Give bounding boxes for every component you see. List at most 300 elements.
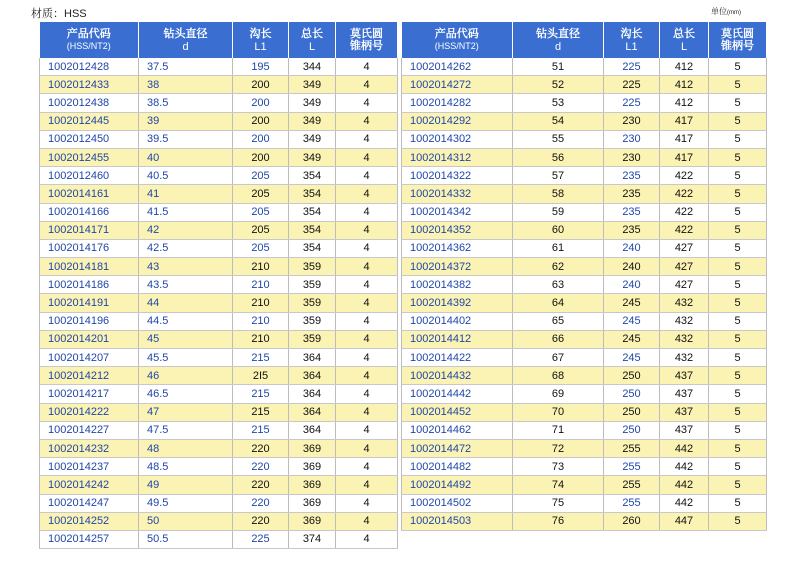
cell-morse-taper: 4: [336, 112, 398, 130]
table-header-row: [40, 22, 398, 58]
cell-flute-length: 210: [233, 330, 289, 348]
cell-morse-taper: 4: [336, 385, 398, 403]
cell-drill-diameter: 43.5: [139, 276, 233, 294]
table-row: [402, 403, 767, 421]
table-body-left: [40, 58, 398, 549]
cell-drill-diameter: 42: [139, 221, 233, 239]
header-label: 锥柄号: [350, 40, 383, 52]
cell-morse-taper: 5: [709, 458, 767, 476]
cell-flute-length: 200: [233, 148, 289, 166]
cell-flute-length: 205: [233, 167, 289, 185]
cell-flute-length: 210: [233, 258, 289, 276]
cell-drill-diameter: 43: [139, 258, 233, 276]
cell-flute-length: 235: [604, 167, 660, 185]
table-row: [40, 476, 398, 494]
cell-total-length: 427: [660, 276, 709, 294]
cell-product-code: 1002012455: [40, 148, 139, 166]
header-label: 锥柄号: [721, 40, 754, 52]
cell-drill-diameter: 60: [513, 221, 604, 239]
cell-flute-length: 245: [604, 312, 660, 330]
table-row: [402, 148, 767, 166]
table-row: [40, 512, 398, 530]
cell-morse-taper: 4: [336, 476, 398, 494]
cell-product-code: 1002014181: [40, 258, 139, 276]
cell-total-length: 364: [289, 385, 336, 403]
cell-drill-diameter: 70: [513, 403, 604, 421]
cell-flute-length: 260: [604, 512, 660, 530]
cell-morse-taper: 5: [709, 276, 767, 294]
cell-flute-length: 240: [604, 258, 660, 276]
cell-morse-taper: 4: [336, 130, 398, 148]
cell-total-length: 422: [660, 221, 709, 239]
cell-drill-diameter: 38: [139, 76, 233, 94]
cell-flute-length: 230: [604, 112, 660, 130]
cell-product-code: 1002014196: [40, 312, 139, 330]
cell-flute-length: 245: [604, 294, 660, 312]
cell-total-length: 349: [289, 148, 336, 166]
cell-product-code: 1002014352: [402, 221, 513, 239]
cell-product-code: 1002014472: [402, 439, 513, 457]
cell-product-code: 1002012433: [40, 76, 139, 94]
cell-product-code: 1002014412: [402, 330, 513, 348]
table-body-right: [402, 58, 767, 530]
cell-morse-taper: 4: [336, 239, 398, 257]
cell-product-code: 1002014492: [402, 476, 513, 494]
cell-morse-taper: 5: [709, 239, 767, 257]
cell-morse-taper: 4: [336, 148, 398, 166]
cell-flute-length: 250: [604, 403, 660, 421]
cell-drill-diameter: 73: [513, 458, 604, 476]
cell-drill-diameter: 39: [139, 112, 233, 130]
cell-morse-taper: 5: [709, 185, 767, 203]
spec-table-right: [401, 22, 767, 531]
unit-text: 单位: [711, 7, 727, 16]
cell-product-code: 1002014302: [402, 130, 513, 148]
cell-drill-diameter: 54: [513, 112, 604, 130]
cell-morse-taper: 4: [336, 312, 398, 330]
cell-product-code: 1002012450: [40, 130, 139, 148]
cell-product-code: 1002014217: [40, 385, 139, 403]
cell-flute-length: 245: [604, 349, 660, 367]
cell-product-code: 1002014201: [40, 330, 139, 348]
cell-flute-length: 255: [604, 458, 660, 476]
cell-product-code: 1002014212: [40, 367, 139, 385]
cell-total-length: 354: [289, 185, 336, 203]
header-flute-length: [604, 22, 660, 58]
cell-drill-diameter: 65: [513, 312, 604, 330]
cell-flute-length: 250: [604, 385, 660, 403]
cell-flute-length: 235: [604, 203, 660, 221]
table-row: [402, 476, 767, 494]
cell-total-length: 442: [660, 458, 709, 476]
cell-total-length: 437: [660, 385, 709, 403]
cell-morse-taper: 5: [709, 439, 767, 457]
cell-morse-taper: 5: [709, 258, 767, 276]
table-row: [40, 203, 398, 221]
cell-product-code: 1002014292: [402, 112, 513, 130]
cell-morse-taper: 4: [336, 203, 398, 221]
table-row: [402, 203, 767, 221]
table-row: [40, 421, 398, 439]
header-sublabel: L1: [625, 40, 638, 53]
cell-drill-diameter: 48.5: [139, 458, 233, 476]
table-row: [402, 458, 767, 476]
header-sublabel: d: [182, 40, 189, 53]
cell-morse-taper: 4: [336, 276, 398, 294]
table-row: [402, 439, 767, 457]
cell-morse-taper: 5: [709, 403, 767, 421]
cell-product-code: 1002014372: [402, 258, 513, 276]
cell-flute-length: 195: [233, 58, 289, 76]
cell-total-length: 344: [289, 58, 336, 76]
table-header-row: [402, 22, 767, 58]
cell-total-length: 447: [660, 512, 709, 530]
table-row: [402, 221, 767, 239]
cell-flute-length: 225: [604, 76, 660, 94]
cell-drill-diameter: 59: [513, 203, 604, 221]
cell-morse-taper: 5: [709, 148, 767, 166]
table-row: [402, 494, 767, 512]
table-row: [402, 76, 767, 94]
cell-total-length: 417: [660, 112, 709, 130]
table-row: [40, 494, 398, 512]
table-row: [40, 330, 398, 348]
cell-flute-length: 210: [233, 312, 289, 330]
header-label: 钻头直径: [536, 27, 580, 40]
table-row: [40, 312, 398, 330]
table-row: [40, 94, 398, 112]
cell-drill-diameter: 40: [139, 148, 233, 166]
cell-total-length: 359: [289, 312, 336, 330]
cell-total-length: 349: [289, 94, 336, 112]
header-label: 莫氏圆: [721, 28, 754, 40]
table-row: [40, 458, 398, 476]
cell-drill-diameter: 49.5: [139, 494, 233, 512]
table-row: [40, 130, 398, 148]
cell-drill-diameter: 75: [513, 494, 604, 512]
cell-product-code: 1002014312: [402, 148, 513, 166]
cell-morse-taper: 5: [709, 367, 767, 385]
header-drill-diameter: [139, 22, 233, 58]
cell-product-code: 1002014222: [40, 403, 139, 421]
cell-total-length: 432: [660, 294, 709, 312]
cell-flute-length: 2I5: [233, 367, 289, 385]
cell-morse-taper: 4: [336, 258, 398, 276]
table-row: [40, 112, 398, 130]
cell-total-length: 442: [660, 439, 709, 457]
cell-drill-diameter: 62: [513, 258, 604, 276]
cell-product-code: 1002014207: [40, 349, 139, 367]
cell-product-code: 1002014166: [40, 203, 139, 221]
cell-product-code: 1002014242: [40, 476, 139, 494]
cell-flute-length: 255: [604, 439, 660, 457]
cell-total-length: 354: [289, 239, 336, 257]
cell-flute-length: 220: [233, 439, 289, 457]
table-row: [402, 185, 767, 203]
table-row: [402, 112, 767, 130]
cell-total-length: 412: [660, 76, 709, 94]
cell-morse-taper: 5: [709, 385, 767, 403]
header-label: 莫氏圆: [350, 28, 383, 40]
cell-total-length: 427: [660, 258, 709, 276]
cell-morse-taper: 5: [709, 58, 767, 76]
cell-total-length: 354: [289, 203, 336, 221]
cell-product-code: 1002014161: [40, 185, 139, 203]
table-row: [40, 385, 398, 403]
table-row: [402, 167, 767, 185]
cell-drill-diameter: 71: [513, 421, 604, 439]
header-sublabel: L: [680, 40, 688, 53]
cell-total-length: 437: [660, 403, 709, 421]
cell-product-code: 1002014232: [40, 439, 139, 457]
table-row: [402, 94, 767, 112]
cell-drill-diameter: 39.5: [139, 130, 233, 148]
cell-drill-diameter: 41: [139, 185, 233, 203]
table-row: [402, 239, 767, 257]
header-label: 产品代码: [66, 28, 111, 40]
table-row: [40, 185, 398, 203]
cell-flute-length: 235: [604, 221, 660, 239]
cell-morse-taper: 5: [709, 221, 767, 239]
cell-total-length: 369: [289, 494, 336, 512]
cell-product-code: 1002014186: [40, 276, 139, 294]
cell-product-code: 1002014176: [40, 239, 139, 257]
cell-product-code: 1002012438: [40, 94, 139, 112]
cell-flute-length: 230: [604, 148, 660, 166]
cell-product-code: 1002014392: [402, 294, 513, 312]
cell-morse-taper: 5: [709, 112, 767, 130]
table-row: [402, 367, 767, 385]
cell-flute-length: 200: [233, 112, 289, 130]
cell-total-length: 442: [660, 476, 709, 494]
cell-product-code: 1002014171: [40, 221, 139, 239]
cell-total-length: 349: [289, 130, 336, 148]
header-flute-length: [233, 22, 289, 58]
cell-product-code: 1002014452: [402, 403, 513, 421]
cell-drill-diameter: 74: [513, 476, 604, 494]
cell-flute-length: 205: [233, 221, 289, 239]
table-row: [402, 512, 767, 530]
table-row: [40, 58, 398, 76]
table-row: [402, 130, 767, 148]
table-row: [40, 221, 398, 239]
cell-drill-diameter: 50.5: [139, 530, 233, 548]
cell-flute-length: 200: [233, 94, 289, 112]
cell-flute-length: 255: [604, 494, 660, 512]
cell-flute-length: 215: [233, 349, 289, 367]
unit-label: [711, 6, 741, 17]
cell-morse-taper: 5: [709, 76, 767, 94]
cell-drill-diameter: 46: [139, 367, 233, 385]
cell-flute-length: 255: [604, 476, 660, 494]
cell-product-code: 1002014502: [402, 494, 513, 512]
cell-drill-diameter: 44: [139, 294, 233, 312]
spec-table-left: [39, 22, 398, 549]
cell-drill-diameter: 46.5: [139, 385, 233, 403]
cell-flute-length: 235: [604, 185, 660, 203]
header-sublabel: L: [308, 40, 316, 53]
cell-total-length: 417: [660, 130, 709, 148]
cell-flute-length: 220: [233, 458, 289, 476]
cell-drill-diameter: 50: [139, 512, 233, 530]
header-product-code: [402, 22, 513, 58]
cell-total-length: 354: [289, 221, 336, 239]
table-row: [402, 294, 767, 312]
cell-flute-length: 210: [233, 294, 289, 312]
cell-product-code: 1002014362: [402, 239, 513, 257]
table-row: [402, 421, 767, 439]
cell-morse-taper: 5: [709, 167, 767, 185]
cell-flute-length: 230: [604, 130, 660, 148]
cell-flute-length: 220: [233, 476, 289, 494]
table-row: [40, 167, 398, 185]
cell-drill-diameter: 47.5: [139, 421, 233, 439]
cell-total-length: 364: [289, 421, 336, 439]
cell-total-length: 437: [660, 421, 709, 439]
cell-flute-length: 210: [233, 276, 289, 294]
document-header: [0, 0, 790, 22]
cell-drill-diameter: 56: [513, 148, 604, 166]
cell-total-length: 442: [660, 494, 709, 512]
cell-total-length: 359: [289, 294, 336, 312]
cell-drill-diameter: 61: [513, 239, 604, 257]
header-product-code: [40, 22, 139, 58]
cell-morse-taper: 4: [336, 58, 398, 76]
cell-morse-taper: 4: [336, 349, 398, 367]
cell-drill-diameter: 45: [139, 330, 233, 348]
table-row: [40, 349, 398, 367]
cell-flute-length: 205: [233, 203, 289, 221]
cell-total-length: 374: [289, 530, 336, 548]
table-row: [40, 148, 398, 166]
cell-drill-diameter: 37.5: [139, 58, 233, 76]
cell-product-code: 1002012428: [40, 58, 139, 76]
header-sublabel: (HSS/NT2): [434, 41, 479, 51]
cell-drill-diameter: 49: [139, 476, 233, 494]
cell-product-code: 1002014432: [402, 367, 513, 385]
cell-morse-taper: 4: [336, 330, 398, 348]
cell-product-code: 1002014382: [402, 276, 513, 294]
cell-drill-diameter: 76: [513, 512, 604, 530]
cell-total-length: 432: [660, 330, 709, 348]
cell-flute-length: 200: [233, 76, 289, 94]
table-row: [402, 258, 767, 276]
cell-drill-diameter: 41.5: [139, 203, 233, 221]
cell-product-code: 1002014402: [402, 312, 513, 330]
cell-flute-length: 225: [604, 94, 660, 112]
cell-flute-length: 200: [233, 130, 289, 148]
cell-drill-diameter: 38.5: [139, 94, 233, 112]
table-row: [402, 330, 767, 348]
cell-morse-taper: 5: [709, 294, 767, 312]
cell-morse-taper: 4: [336, 76, 398, 94]
cell-drill-diameter: 40.5: [139, 167, 233, 185]
header-sublabel: L1: [254, 40, 267, 53]
cell-total-length: 412: [660, 94, 709, 112]
cell-total-length: 422: [660, 167, 709, 185]
header-total-length: [660, 22, 709, 58]
table-row: [402, 58, 767, 76]
table-row: [40, 76, 398, 94]
cell-drill-diameter: 67: [513, 349, 604, 367]
table-row: [402, 385, 767, 403]
cell-morse-taper: 5: [709, 494, 767, 512]
cell-drill-diameter: 48: [139, 439, 233, 457]
cell-morse-taper: 4: [336, 421, 398, 439]
cell-morse-taper: 4: [336, 530, 398, 548]
cell-drill-diameter: 58: [513, 185, 604, 203]
cell-drill-diameter: 68: [513, 367, 604, 385]
cell-morse-taper: 5: [709, 512, 767, 530]
header-sublabel: d: [554, 40, 562, 53]
cell-total-length: 422: [660, 203, 709, 221]
table-row: [402, 312, 767, 330]
header-label: 沟长: [620, 27, 643, 40]
cell-total-length: 359: [289, 258, 336, 276]
cell-morse-taper: 4: [336, 294, 398, 312]
cell-product-code: 1002014462: [402, 421, 513, 439]
table-row: [402, 276, 767, 294]
cell-total-length: 427: [660, 239, 709, 257]
table-row: [40, 239, 398, 257]
cell-total-length: 422: [660, 185, 709, 203]
table-row: [402, 349, 767, 367]
cell-total-length: 412: [660, 58, 709, 76]
cell-product-code: 1002014247: [40, 494, 139, 512]
cell-product-code: 1002014257: [40, 530, 139, 548]
cell-morse-taper: 4: [336, 512, 398, 530]
cell-morse-taper: 5: [709, 476, 767, 494]
cell-flute-length: 220: [233, 494, 289, 512]
cell-drill-diameter: 66: [513, 330, 604, 348]
cell-product-code: 1002014191: [40, 294, 139, 312]
header-morse-taper: [336, 22, 398, 58]
header-label: 钻头直径: [163, 27, 208, 40]
cell-drill-diameter: 42.5: [139, 239, 233, 257]
cell-morse-taper: 4: [336, 458, 398, 476]
cell-product-code: 1002014262: [402, 58, 513, 76]
table-row: [40, 367, 398, 385]
cell-morse-taper: 5: [709, 312, 767, 330]
header-sublabel: (HSS/NT2): [66, 41, 111, 51]
material-label: 材质：HSS: [31, 8, 87, 20]
table-row: [40, 294, 398, 312]
cell-total-length: 432: [660, 349, 709, 367]
cell-flute-length: 220: [233, 512, 289, 530]
cell-drill-diameter: 53: [513, 94, 604, 112]
table-row: [40, 276, 398, 294]
cell-morse-taper: 5: [709, 421, 767, 439]
cell-product-code: 1002012445: [40, 112, 139, 130]
cell-total-length: 354: [289, 167, 336, 185]
header-drill-diameter: [513, 22, 604, 58]
cell-drill-diameter: 72: [513, 439, 604, 457]
header-label: 总长: [301, 27, 323, 40]
cell-morse-taper: 4: [336, 167, 398, 185]
cell-morse-taper: 5: [709, 94, 767, 112]
cell-flute-length: 240: [604, 276, 660, 294]
cell-product-code: 1002014482: [402, 458, 513, 476]
header-morse-taper: [709, 22, 767, 58]
cell-morse-taper: 4: [336, 367, 398, 385]
cell-product-code: 1002014422: [402, 349, 513, 367]
cell-total-length: 359: [289, 330, 336, 348]
cell-total-length: 417: [660, 148, 709, 166]
cell-flute-length: 245: [604, 330, 660, 348]
cell-morse-taper: 4: [336, 494, 398, 512]
cell-flute-length: 205: [233, 185, 289, 203]
header-label: 产品代码: [434, 28, 479, 40]
